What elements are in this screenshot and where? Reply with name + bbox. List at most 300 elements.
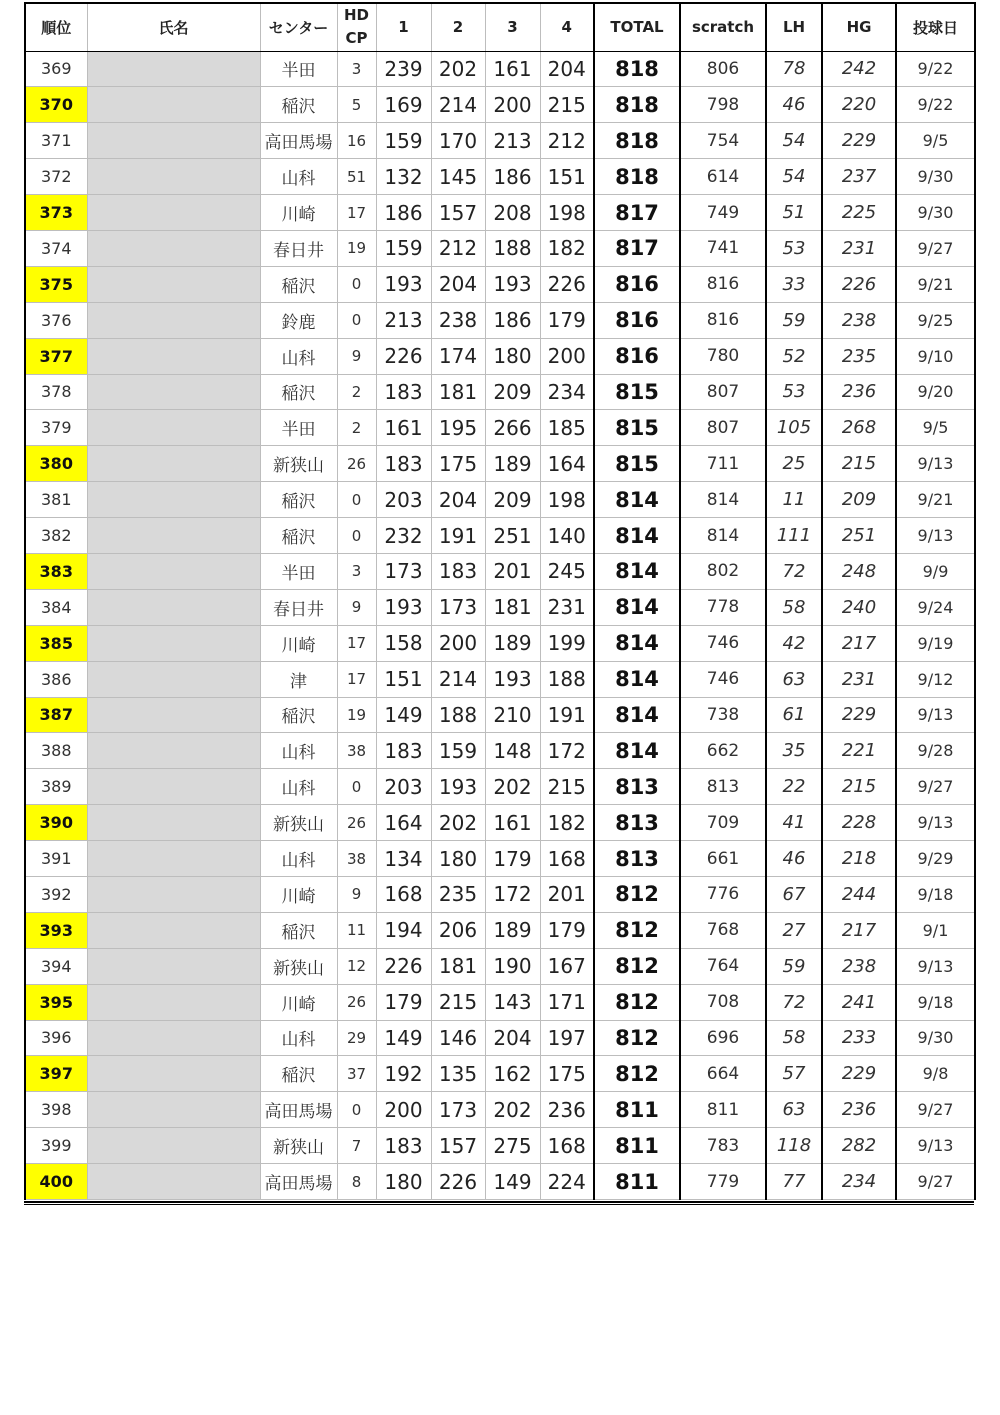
lh-cell: 53: [766, 230, 822, 266]
lh-cell: 118: [766, 1128, 822, 1164]
game-1-cell: 183: [376, 1128, 431, 1164]
game-2-cell: 235: [431, 876, 485, 912]
name-cell: [87, 1092, 260, 1128]
game-4-cell: 168: [540, 1128, 594, 1164]
game-4-cell: 245: [540, 553, 594, 589]
name-cell: [87, 1164, 260, 1200]
date-cell: 9/21: [896, 482, 975, 518]
date-cell: 9/10: [896, 338, 975, 374]
center-cell: 稲沢: [260, 697, 337, 733]
name-cell: [87, 51, 260, 87]
game-4-cell: 226: [540, 266, 594, 302]
scratch-cell: 738: [680, 697, 766, 733]
game-1-cell: 193: [376, 589, 431, 625]
name-cell: [87, 123, 260, 159]
scratch-cell: 807: [680, 410, 766, 446]
game-4-cell: 188: [540, 661, 594, 697]
table-row: [25, 733, 975, 769]
scratch-cell: 811: [680, 1092, 766, 1128]
hg-cell: 235: [822, 338, 896, 374]
center-cell: 新狭山: [260, 948, 337, 984]
rank-cell: 386: [25, 661, 87, 697]
scratch-cell: 778: [680, 589, 766, 625]
center-cell: 半田: [260, 410, 337, 446]
hdcp-cell: 0: [337, 769, 376, 805]
game-4-cell: 191: [540, 697, 594, 733]
header-hdcp-line2: CP: [345, 29, 368, 48]
rank-cell: 390: [25, 805, 87, 841]
game-4-cell: 234: [540, 374, 594, 410]
lh-cell: 25: [766, 446, 822, 482]
lh-cell: 53: [766, 374, 822, 410]
center-cell: 稲沢: [260, 266, 337, 302]
game-2-cell: 191: [431, 518, 485, 554]
table-row: [25, 1020, 975, 1056]
hdcp-cell: 26: [337, 984, 376, 1020]
name-cell: [87, 1128, 260, 1164]
rank-cell: 375: [25, 266, 87, 302]
rank-cell: 370: [25, 87, 87, 123]
date-cell: 9/29: [896, 841, 975, 877]
date-cell: 9/30: [896, 159, 975, 195]
rank-cell: 384: [25, 589, 87, 625]
table-row: [25, 338, 975, 374]
game-4-cell: 231: [540, 589, 594, 625]
lh-cell: 54: [766, 159, 822, 195]
center-cell: 半田: [260, 553, 337, 589]
scratch-cell: 661: [680, 841, 766, 877]
game-3-cell: 213: [485, 123, 540, 159]
center-cell: 稲沢: [260, 912, 337, 948]
center-cell: 高田馬場: [260, 123, 337, 159]
game-4-cell: 199: [540, 625, 594, 661]
date-cell: 9/20: [896, 374, 975, 410]
scratch-cell: 711: [680, 446, 766, 482]
table-row: [25, 302, 975, 338]
hg-cell: 229: [822, 1056, 896, 1092]
game-1-cell: 183: [376, 733, 431, 769]
scratch-cell: 764: [680, 948, 766, 984]
game-1-cell: 226: [376, 948, 431, 984]
lh-cell: 46: [766, 87, 822, 123]
hdcp-cell: 0: [337, 266, 376, 302]
lh-cell: 58: [766, 589, 822, 625]
name-cell: [87, 948, 260, 984]
hdcp-cell: 37: [337, 1056, 376, 1092]
game-3-cell: 172: [485, 876, 540, 912]
center-cell: 川崎: [260, 984, 337, 1020]
game-3-cell: 179: [485, 841, 540, 877]
hg-cell: 221: [822, 733, 896, 769]
lh-cell: 57: [766, 1056, 822, 1092]
center-cell: 川崎: [260, 625, 337, 661]
game-2-cell: 135: [431, 1056, 485, 1092]
center-cell: 稲沢: [260, 87, 337, 123]
game-3-cell: 275: [485, 1128, 540, 1164]
date-cell: 9/30: [896, 1020, 975, 1056]
date-cell: 9/30: [896, 195, 975, 231]
header-lh: LH: [766, 3, 822, 51]
lh-cell: 54: [766, 123, 822, 159]
game-3-cell: 202: [485, 1092, 540, 1128]
total-cell: 814: [594, 733, 680, 769]
game-2-cell: 188: [431, 697, 485, 733]
name-cell: [87, 1056, 260, 1092]
hg-cell: 234: [822, 1164, 896, 1200]
hg-cell: 238: [822, 302, 896, 338]
game-3-cell: 193: [485, 266, 540, 302]
total-cell: 818: [594, 51, 680, 87]
game-2-cell: 173: [431, 1092, 485, 1128]
hg-cell: 215: [822, 446, 896, 482]
scratch-cell: 798: [680, 87, 766, 123]
hg-cell: 251: [822, 518, 896, 554]
scratch-cell: 749: [680, 195, 766, 231]
game-1-cell: 203: [376, 482, 431, 518]
rank-cell: 400: [25, 1164, 87, 1200]
hg-cell: 237: [822, 159, 896, 195]
game-2-cell: 193: [431, 769, 485, 805]
hdcp-cell: 19: [337, 230, 376, 266]
game-3-cell: 189: [485, 912, 540, 948]
lh-cell: 51: [766, 195, 822, 231]
game-2-cell: 170: [431, 123, 485, 159]
date-cell: 9/27: [896, 1092, 975, 1128]
scratch-cell: 816: [680, 302, 766, 338]
ranking-rows: [25, 51, 975, 1200]
center-cell: 新狭山: [260, 1128, 337, 1164]
name-cell: [87, 518, 260, 554]
game-3-cell: 208: [485, 195, 540, 231]
total-cell: 815: [594, 374, 680, 410]
game-1-cell: 132: [376, 159, 431, 195]
rank-cell: 399: [25, 1128, 87, 1164]
game-1-cell: 151: [376, 661, 431, 697]
rank-cell: 394: [25, 948, 87, 984]
date-cell: 9/8: [896, 1056, 975, 1092]
total-cell: 814: [594, 589, 680, 625]
hg-cell: 248: [822, 553, 896, 589]
game-3-cell: 209: [485, 374, 540, 410]
date-cell: 9/13: [896, 948, 975, 984]
scratch-cell: 807: [680, 374, 766, 410]
hg-cell: 236: [822, 1092, 896, 1128]
total-cell: 812: [594, 984, 680, 1020]
game-4-cell: 198: [540, 195, 594, 231]
lh-cell: 72: [766, 553, 822, 589]
rank-cell: 385: [25, 625, 87, 661]
game-1-cell: 168: [376, 876, 431, 912]
scratch-cell: 746: [680, 625, 766, 661]
name-cell: [87, 410, 260, 446]
game-4-cell: 171: [540, 984, 594, 1020]
rank-cell: 391: [25, 841, 87, 877]
rank-cell: 398: [25, 1092, 87, 1128]
game-4-cell: 197: [540, 1020, 594, 1056]
rank-cell: 372: [25, 159, 87, 195]
game-2-cell: 157: [431, 1128, 485, 1164]
scratch-cell: 768: [680, 912, 766, 948]
game-3-cell: 189: [485, 625, 540, 661]
date-cell: 9/18: [896, 984, 975, 1020]
hg-cell: 226: [822, 266, 896, 302]
scratch-cell: 816: [680, 266, 766, 302]
game-3-cell: 186: [485, 302, 540, 338]
hg-cell: 231: [822, 230, 896, 266]
lh-cell: 22: [766, 769, 822, 805]
center-cell: 川崎: [260, 195, 337, 231]
hdcp-cell: 26: [337, 446, 376, 482]
game-2-cell: 195: [431, 410, 485, 446]
total-cell: 813: [594, 769, 680, 805]
name-cell: [87, 912, 260, 948]
scratch-cell: 741: [680, 230, 766, 266]
game-3-cell: 161: [485, 51, 540, 87]
name-cell: [87, 661, 260, 697]
game-2-cell: 226: [431, 1164, 485, 1200]
game-3-cell: 204: [485, 1020, 540, 1056]
scratch-cell: 783: [680, 1128, 766, 1164]
total-cell: 813: [594, 841, 680, 877]
hdcp-cell: 8: [337, 1164, 376, 1200]
game-1-cell: 159: [376, 123, 431, 159]
total-cell: 818: [594, 87, 680, 123]
game-1-cell: 164: [376, 805, 431, 841]
table-row: [25, 410, 975, 446]
game-3-cell: 148: [485, 733, 540, 769]
game-2-cell: 159: [431, 733, 485, 769]
table-row: [25, 948, 975, 984]
game-4-cell: 212: [540, 123, 594, 159]
hg-cell: 233: [822, 1020, 896, 1056]
lh-cell: 67: [766, 876, 822, 912]
rank-cell: 395: [25, 984, 87, 1020]
game-1-cell: 186: [376, 195, 431, 231]
table-row: [25, 446, 975, 482]
game-1-cell: 149: [376, 1020, 431, 1056]
game-4-cell: 215: [540, 87, 594, 123]
date-cell: 9/27: [896, 1164, 975, 1200]
hdcp-cell: 17: [337, 625, 376, 661]
date-cell: 9/27: [896, 230, 975, 266]
date-cell: 9/1: [896, 912, 975, 948]
name-cell: [87, 589, 260, 625]
lh-cell: 63: [766, 1092, 822, 1128]
game-2-cell: 174: [431, 338, 485, 374]
rank-cell: 378: [25, 374, 87, 410]
total-cell: 817: [594, 195, 680, 231]
name-cell: [87, 805, 260, 841]
name-cell: [87, 266, 260, 302]
center-cell: 山科: [260, 769, 337, 805]
name-cell: [87, 338, 260, 374]
date-cell: 9/13: [896, 518, 975, 554]
hdcp-cell: 0: [337, 1092, 376, 1128]
total-cell: 814: [594, 553, 680, 589]
table-row: [25, 195, 975, 231]
hg-cell: 228: [822, 805, 896, 841]
game-1-cell: 226: [376, 338, 431, 374]
hdcp-cell: 3: [337, 553, 376, 589]
table-row: [25, 230, 975, 266]
table-row: [25, 805, 975, 841]
game-4-cell: 182: [540, 230, 594, 266]
game-1-cell: 239: [376, 51, 431, 87]
header-scratch: scratch: [680, 3, 766, 51]
game-3-cell: 189: [485, 446, 540, 482]
game-3-cell: 193: [485, 661, 540, 697]
hg-cell: 268: [822, 410, 896, 446]
game-2-cell: 180: [431, 841, 485, 877]
game-4-cell: 215: [540, 769, 594, 805]
game-3-cell: 180: [485, 338, 540, 374]
game-1-cell: 159: [376, 230, 431, 266]
hg-cell: 229: [822, 123, 896, 159]
header-hg: HG: [822, 3, 896, 51]
hg-cell: 236: [822, 374, 896, 410]
game-2-cell: 145: [431, 159, 485, 195]
date-cell: 9/21: [896, 266, 975, 302]
table-row: [25, 661, 975, 697]
game-4-cell: 224: [540, 1164, 594, 1200]
table-row: [25, 482, 975, 518]
lh-cell: 46: [766, 841, 822, 877]
hdcp-cell: 2: [337, 374, 376, 410]
total-cell: 813: [594, 805, 680, 841]
table-row: [25, 87, 975, 123]
hdcp-cell: 19: [337, 697, 376, 733]
rank-cell: 392: [25, 876, 87, 912]
name-cell: [87, 195, 260, 231]
total-cell: 814: [594, 625, 680, 661]
lh-cell: 33: [766, 266, 822, 302]
table-row: [25, 123, 975, 159]
hdcp-cell: 11: [337, 912, 376, 948]
center-cell: 山科: [260, 733, 337, 769]
lh-cell: 111: [766, 518, 822, 554]
ranking-table: [24, 2, 976, 1200]
table-row: [25, 589, 975, 625]
table-row: [25, 1056, 975, 1092]
hdcp-cell: 9: [337, 338, 376, 374]
hg-cell: 240: [822, 589, 896, 625]
game-2-cell: 183: [431, 553, 485, 589]
scratch-cell: 813: [680, 769, 766, 805]
table-row: [25, 266, 975, 302]
total-cell: 818: [594, 123, 680, 159]
scratch-cell: 776: [680, 876, 766, 912]
game-2-cell: 204: [431, 482, 485, 518]
scratch-cell: 708: [680, 984, 766, 1020]
hdcp-cell: 26: [337, 805, 376, 841]
game-3-cell: 186: [485, 159, 540, 195]
rank-cell: 379: [25, 410, 87, 446]
game-1-cell: 232: [376, 518, 431, 554]
game-2-cell: 204: [431, 266, 485, 302]
center-cell: 稲沢: [260, 1056, 337, 1092]
lh-cell: 61: [766, 697, 822, 733]
game-4-cell: 236: [540, 1092, 594, 1128]
center-cell: 高田馬場: [260, 1164, 337, 1200]
center-cell: 山科: [260, 338, 337, 374]
hdcp-cell: 0: [337, 518, 376, 554]
game-3-cell: 190: [485, 948, 540, 984]
game-2-cell: 214: [431, 87, 485, 123]
name-cell: [87, 553, 260, 589]
date-cell: 9/27: [896, 769, 975, 805]
header-date: 投球日: [896, 3, 975, 51]
lh-cell: 52: [766, 338, 822, 374]
total-cell: 812: [594, 1056, 680, 1092]
rank-cell: 388: [25, 733, 87, 769]
total-cell: 812: [594, 948, 680, 984]
game-4-cell: 168: [540, 841, 594, 877]
game-1-cell: 173: [376, 553, 431, 589]
table-row: [25, 159, 975, 195]
game-2-cell: 238: [431, 302, 485, 338]
game-4-cell: 198: [540, 482, 594, 518]
total-cell: 817: [594, 230, 680, 266]
center-cell: 新狭山: [260, 805, 337, 841]
table-row: [25, 697, 975, 733]
game-4-cell: 164: [540, 446, 594, 482]
total-cell: 815: [594, 410, 680, 446]
game-3-cell: 202: [485, 769, 540, 805]
rank-cell: 397: [25, 1056, 87, 1092]
hdcp-cell: 0: [337, 302, 376, 338]
hg-cell: 217: [822, 912, 896, 948]
game-3-cell: 161: [485, 805, 540, 841]
scratch-cell: 664: [680, 1056, 766, 1092]
game-4-cell: 204: [540, 51, 594, 87]
center-cell: 鈴鹿: [260, 302, 337, 338]
date-cell: 9/13: [896, 697, 975, 733]
hdcp-cell: 9: [337, 876, 376, 912]
game-4-cell: 179: [540, 302, 594, 338]
game-2-cell: 181: [431, 948, 485, 984]
hdcp-cell: 0: [337, 482, 376, 518]
game-3-cell: 266: [485, 410, 540, 446]
game-1-cell: 192: [376, 1056, 431, 1092]
date-cell: 9/13: [896, 805, 975, 841]
center-cell: 川崎: [260, 876, 337, 912]
scratch-cell: 662: [680, 733, 766, 769]
game-3-cell: 201: [485, 553, 540, 589]
hdcp-cell: 29: [337, 1020, 376, 1056]
lh-cell: 27: [766, 912, 822, 948]
lh-cell: 78: [766, 51, 822, 87]
rank-cell: 376: [25, 302, 87, 338]
table-row: [25, 912, 975, 948]
total-cell: 811: [594, 1128, 680, 1164]
game-1-cell: 169: [376, 87, 431, 123]
game-2-cell: 206: [431, 912, 485, 948]
hdcp-cell: 9: [337, 589, 376, 625]
scratch-cell: 814: [680, 482, 766, 518]
name-cell: [87, 230, 260, 266]
name-cell: [87, 446, 260, 482]
ranking-sheet: [24, 2, 974, 1205]
total-cell: 818: [594, 159, 680, 195]
hg-cell: 282: [822, 1128, 896, 1164]
game-3-cell: 210: [485, 697, 540, 733]
date-cell: 9/28: [896, 733, 975, 769]
table-row: [25, 553, 975, 589]
game-1-cell: 183: [376, 374, 431, 410]
game-2-cell: 175: [431, 446, 485, 482]
header-hdcp: [337, 3, 376, 51]
date-cell: 9/5: [896, 410, 975, 446]
